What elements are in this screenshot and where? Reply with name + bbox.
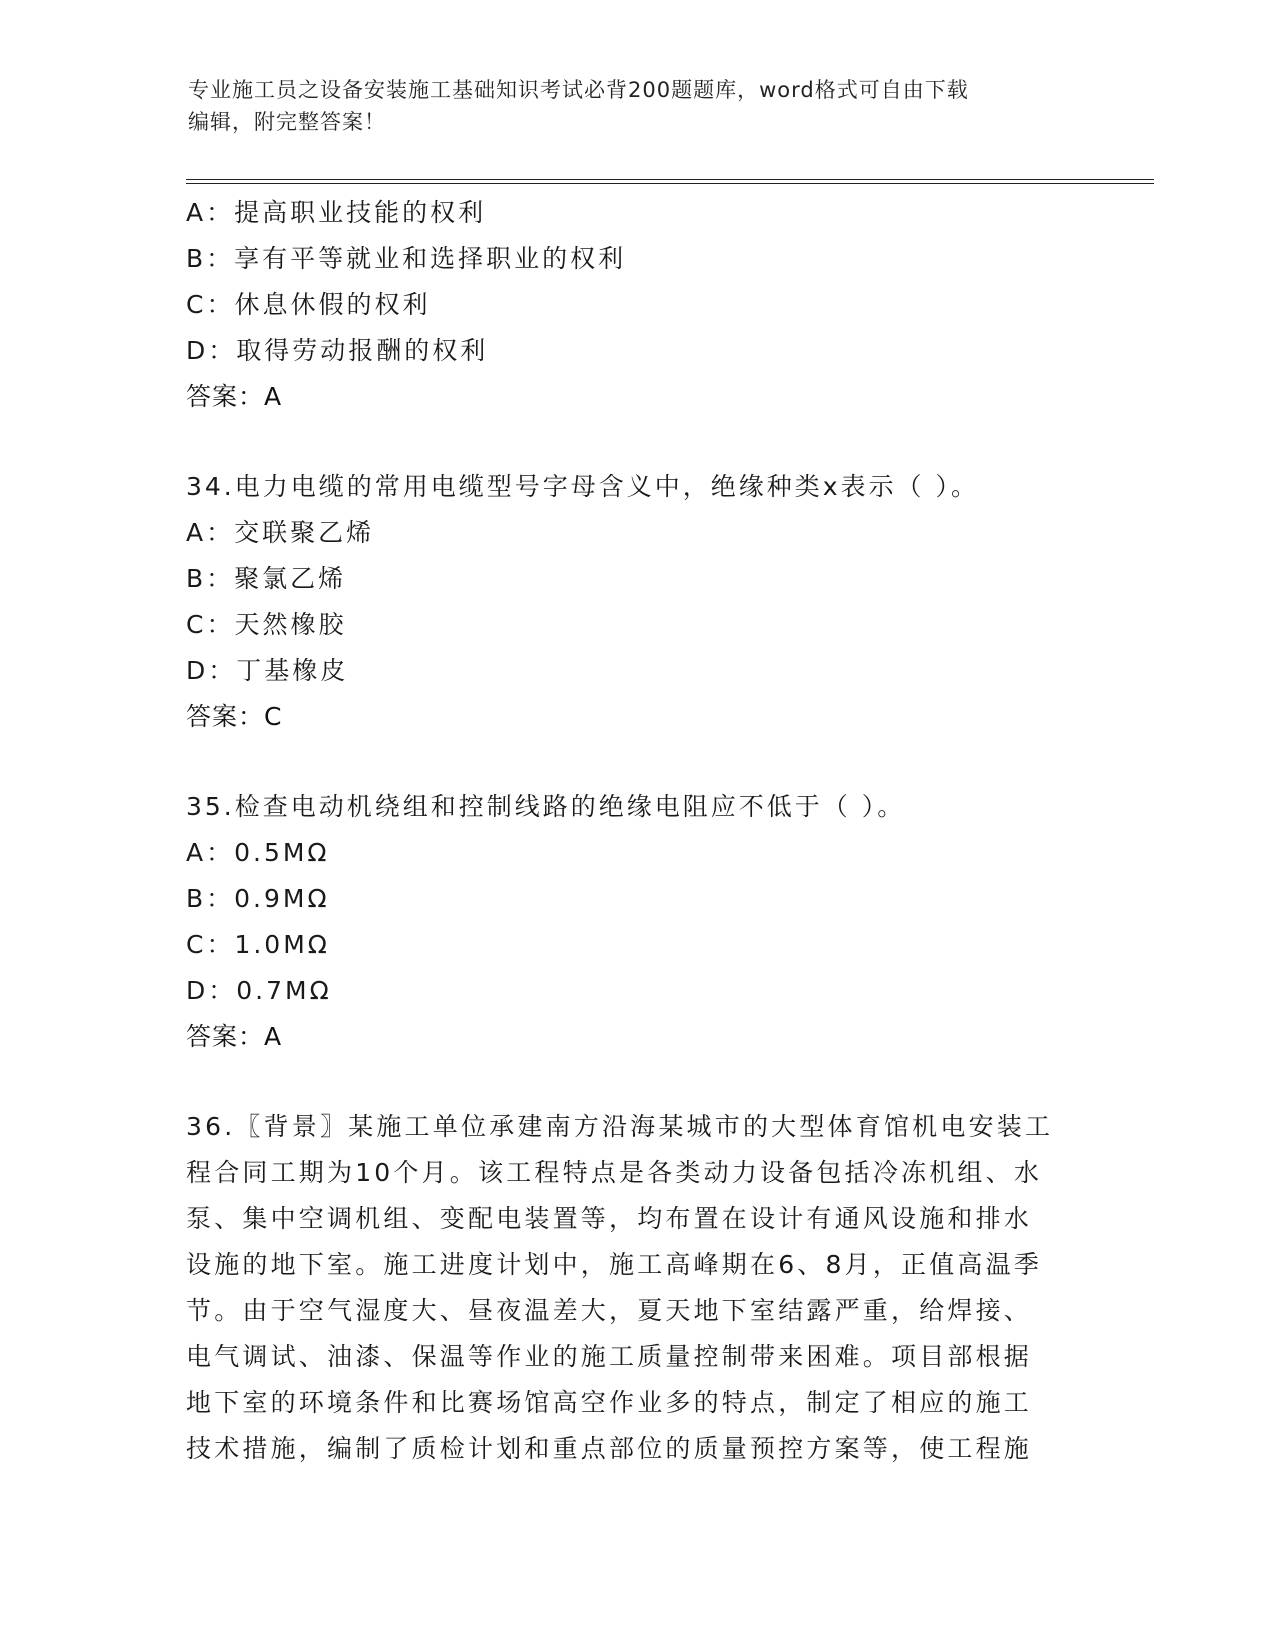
question-text: 35.检查电动机绕组和控制线路的绝缘电阻应不低于（ ）。 bbox=[186, 792, 906, 821]
spacer bbox=[186, 740, 1086, 784]
question-33-block bbox=[186, 190, 1086, 420]
header-title-line-1: 专业施工员之设备安装施工基础知识考试必背200题题库，word格式可自由下载 bbox=[188, 78, 969, 102]
document-body bbox=[186, 190, 1086, 1472]
option-a: A：交联聚乙烯 bbox=[186, 518, 375, 547]
option-c: C：1.0MΩ bbox=[186, 930, 330, 959]
paragraph-line: 程合同工期为10个月。该工程特点是各类动力设备包括冷冻机组、水 bbox=[186, 1158, 1043, 1187]
question-34-block bbox=[186, 464, 1086, 740]
question-36-block bbox=[186, 1104, 1086, 1472]
paragraph-line: 节。由于空气湿度大、昼夜温差大，夏天地下室结露严重，给焊接、 bbox=[186, 1296, 1033, 1325]
option-d: D：丁基橡皮 bbox=[186, 656, 349, 685]
option-b: B：0.9MΩ bbox=[186, 884, 330, 913]
option-b: B：享有平等就业和选择职业的权利 bbox=[186, 244, 627, 273]
question-text: 34.电力电缆的常用电缆型号字母含义中，绝缘种类x表示（ ）。 bbox=[186, 472, 980, 501]
header-divider-top bbox=[186, 179, 1154, 180]
option-a: A：0.5MΩ bbox=[186, 838, 330, 867]
answer-line: 答案：A bbox=[186, 1022, 283, 1051]
option-d: D：0.7MΩ bbox=[186, 976, 332, 1005]
option-a: A：提高职业技能的权利 bbox=[186, 198, 487, 227]
paragraph-line: 电气调试、油漆、保温等作业的施工质量控制带来困难。项目部根据 bbox=[186, 1342, 1033, 1371]
option-b: B：聚氯乙烯 bbox=[186, 564, 347, 593]
answer-line: 答案：A bbox=[186, 382, 283, 411]
spacer bbox=[186, 1060, 1086, 1104]
paragraph-line: 技术措施，编制了质检计划和重点部位的质量预控方案等，使工程施 bbox=[186, 1434, 1033, 1463]
answer-line: 答案：C bbox=[186, 702, 283, 731]
header-divider-bottom bbox=[186, 183, 1154, 184]
header-title-line-2: 编辑，附完整答案！ bbox=[188, 110, 386, 134]
option-c: C：天然橡胶 bbox=[186, 610, 347, 639]
paragraph-line: 设施的地下室。施工进度计划中，施工高峰期在6、8月，正值高温季 bbox=[186, 1250, 1043, 1279]
paragraph-line: 地下室的环境条件和比赛场馆高空作业多的特点，制定了相应的施工 bbox=[186, 1388, 1033, 1417]
option-c: C：休息休假的权利 bbox=[186, 290, 431, 319]
spacer bbox=[186, 420, 1086, 464]
paragraph-line: 泵、集中空调机组、变配电装置等，均布置在设计有通风设施和排水 bbox=[186, 1204, 1033, 1233]
paragraph-line: 36.〖背景〗某施工单位承建南方沿海某城市的大型体育馆机电安装工 bbox=[186, 1112, 1054, 1141]
question-35-block bbox=[186, 784, 1086, 1060]
option-d: D：取得劳动报酬的权利 bbox=[186, 336, 489, 365]
document-header bbox=[188, 74, 1088, 138]
